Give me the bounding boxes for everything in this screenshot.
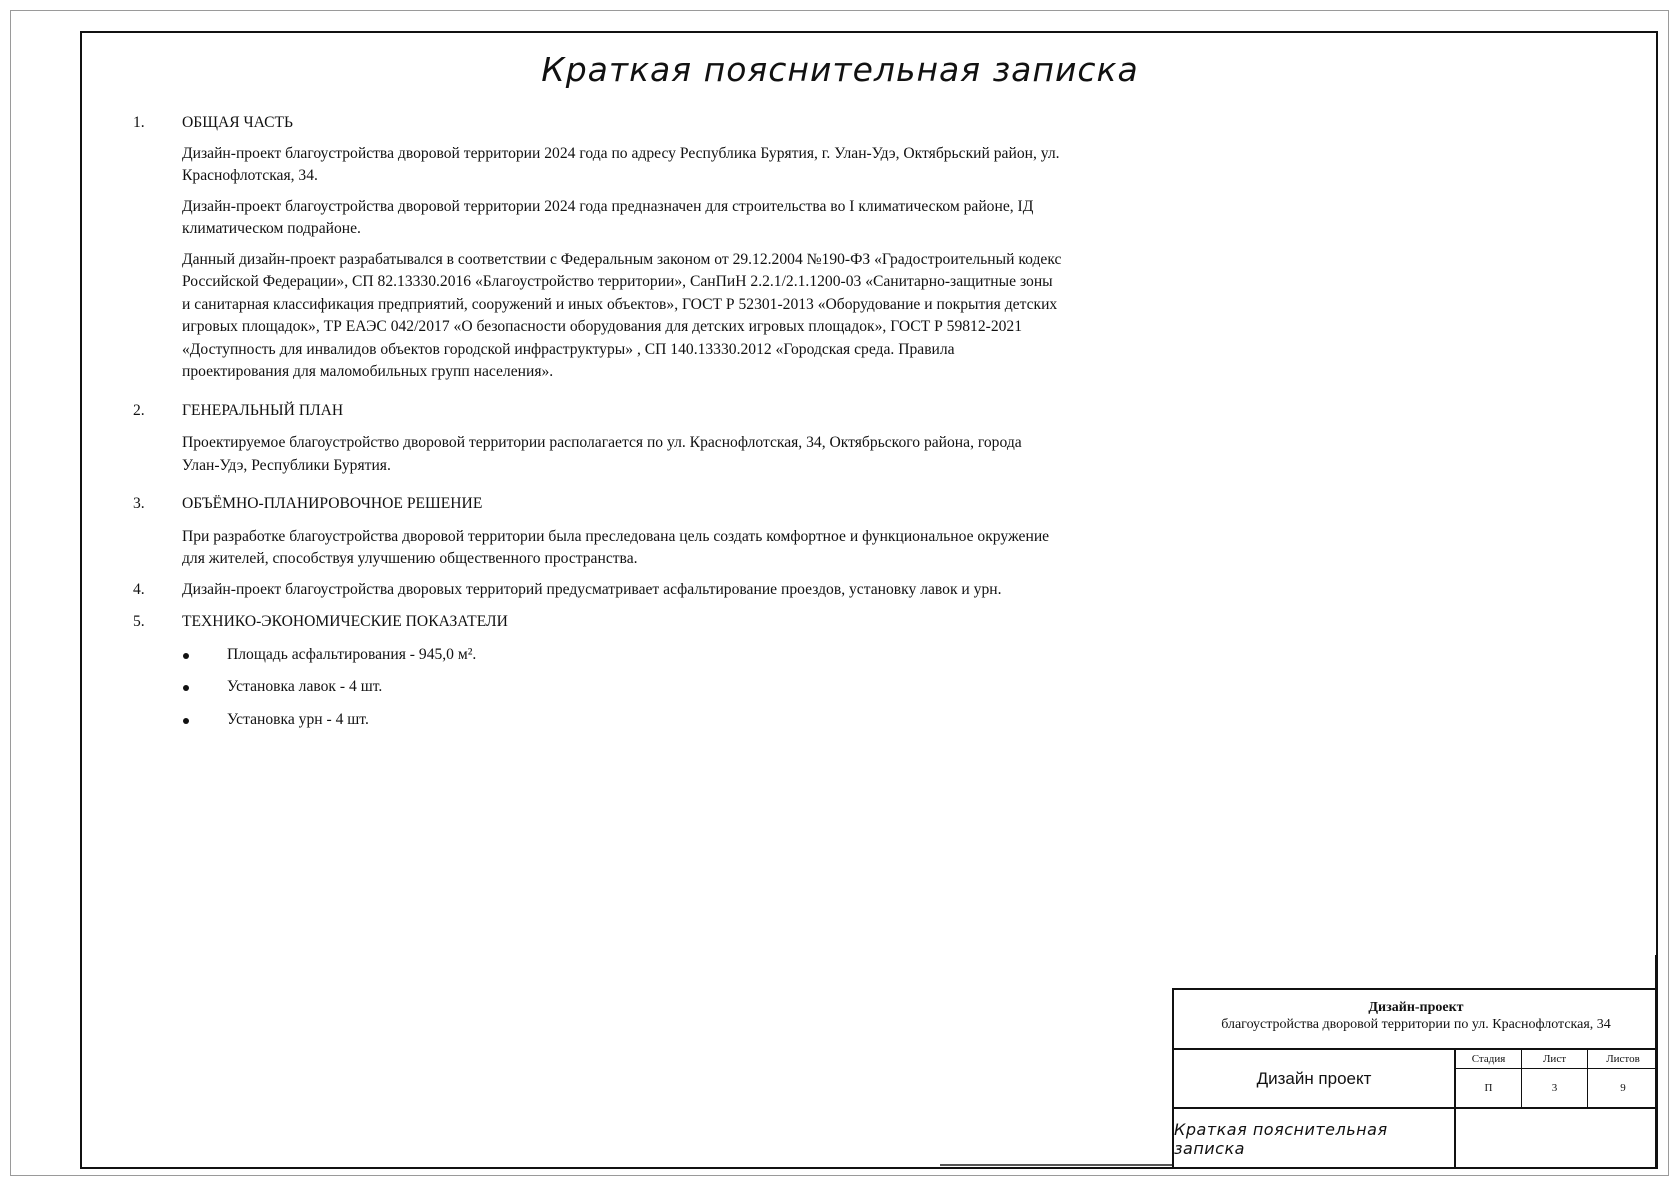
sheet-name: Краткая пояснительная записка <box>1174 1109 1456 1169</box>
stage-header: Стадия <box>1456 1050 1522 1069</box>
section-number: 4. <box>133 580 145 598</box>
list-item-text: Установка урн - 4 шт. <box>227 710 369 728</box>
section-number: 1. <box>133 114 145 131</box>
paragraph: При разработке благоустройства дворовой территории была преследована цель создать комфортное и функциональное окружение для жителей, способствуя улучшению общественного пространства. <box>182 527 1050 567</box>
project-address: благоустройства дворовой территории по ул. Краснофлотская, 34 <box>1221 1017 1611 1032</box>
paragraph: Дизайн-проект благоустройства дворовой территории 2024 года предназначен для строительства во I климатическом районе, IД климатическом подрайоне. <box>182 197 1034 237</box>
bullet-icon <box>183 653 189 659</box>
section-heading: ОБЪЁМНО-ПЛАНИРОВОЧНОЕ РЕШЕНИЕ <box>182 495 483 512</box>
explanatory-note-body <box>133 112 1063 741</box>
title-block-project <box>1174 990 1658 1050</box>
project-title: Дизайн-проект <box>1368 1000 1464 1015</box>
indicator-list <box>182 644 1063 732</box>
section-number: 2. <box>133 401 145 419</box>
section-scope <box>133 579 1063 602</box>
list-item <box>182 644 1063 667</box>
paragraph: Дизайн-проект благоустройства дворовой территории 2024 года по адресу Республика Бурятия, г. Улан-Удэ, Октябрьский район, ул. Краснофлотская, 34. <box>182 144 1060 184</box>
frame-divider <box>940 1164 1172 1166</box>
list-item-text: Установка лавок - 4 шт. <box>227 678 383 695</box>
bullet-icon <box>183 685 189 691</box>
section-heading: ГЕНЕРАЛЬНЫЙ ПЛАН <box>182 401 344 419</box>
section-number: 3. <box>133 495 145 512</box>
section-number: 5. <box>133 613 145 630</box>
section-general-plan <box>133 400 1063 478</box>
section-indicators <box>133 611 1063 731</box>
sheet-value: 3 <box>1522 1069 1588 1107</box>
section-heading: ОБЩАЯ ЧАСТЬ <box>182 114 294 131</box>
paragraph: Дизайн-проект благоустройства дворовых территорий предусматривает асфальтирование проездов, установку лавок и урн. <box>182 580 1002 598</box>
document-title: Краткая пояснительная записка <box>541 50 1139 89</box>
list-item <box>182 709 1063 732</box>
sheets-header: Листов <box>1588 1050 1658 1069</box>
section-heading: ТЕХНИКО-ЭКОНОМИЧЕСКИЕ ПОКАЗАТЕЛИ <box>182 613 508 630</box>
paragraph: Проектируемое благоустройство дворовой территории располагается по ул. Краснофлотская, 34, Октябрьского района, города Улан-Удэ, Республики Бурятия. <box>182 434 1022 474</box>
section-planning-solution <box>133 493 1063 571</box>
sheets-value: 9 <box>1620 1082 1626 1094</box>
stage-value: П <box>1456 1069 1522 1107</box>
stage-name: Дизайн проект <box>1174 1050 1456 1109</box>
bullet-icon <box>183 718 189 724</box>
paragraph: Данный дизайн-проект разрабатывался в соответствии с Федеральным законом от 29.12.2004 №190-ФЗ «Градостроительный кодекс Российской Федерации», СП 82.13330.2016 «Благоустройство территории», СанПиН 2.2.1/2.1.1200-03 «Санитарно-защитные зоны и санитарная классификация предприятий, сооружений и иных объектов», ГОСТ Р 52301-2013 «Оборудование и покрытия детских игровых площадок», ТР ЕАЭС 042/2017 «О безопасности оборудования для детских игровых площадок», ГОСТ Р 59812-2021 «Доступность для инвалидов объектов городской инфраструктуры» , СП 140.13330.2012 «Городская среда. Правила проектирования для маломобильных групп населения». <box>182 250 1062 380</box>
stage-sheet-grid <box>1456 1050 1658 1109</box>
sheet-header: Лист <box>1522 1050 1588 1069</box>
list-item <box>182 676 1063 699</box>
list-item-text: Площадь асфальтирования - 945,0 м². <box>227 645 477 663</box>
section-general <box>133 112 1063 384</box>
title-block <box>1172 988 1658 1169</box>
